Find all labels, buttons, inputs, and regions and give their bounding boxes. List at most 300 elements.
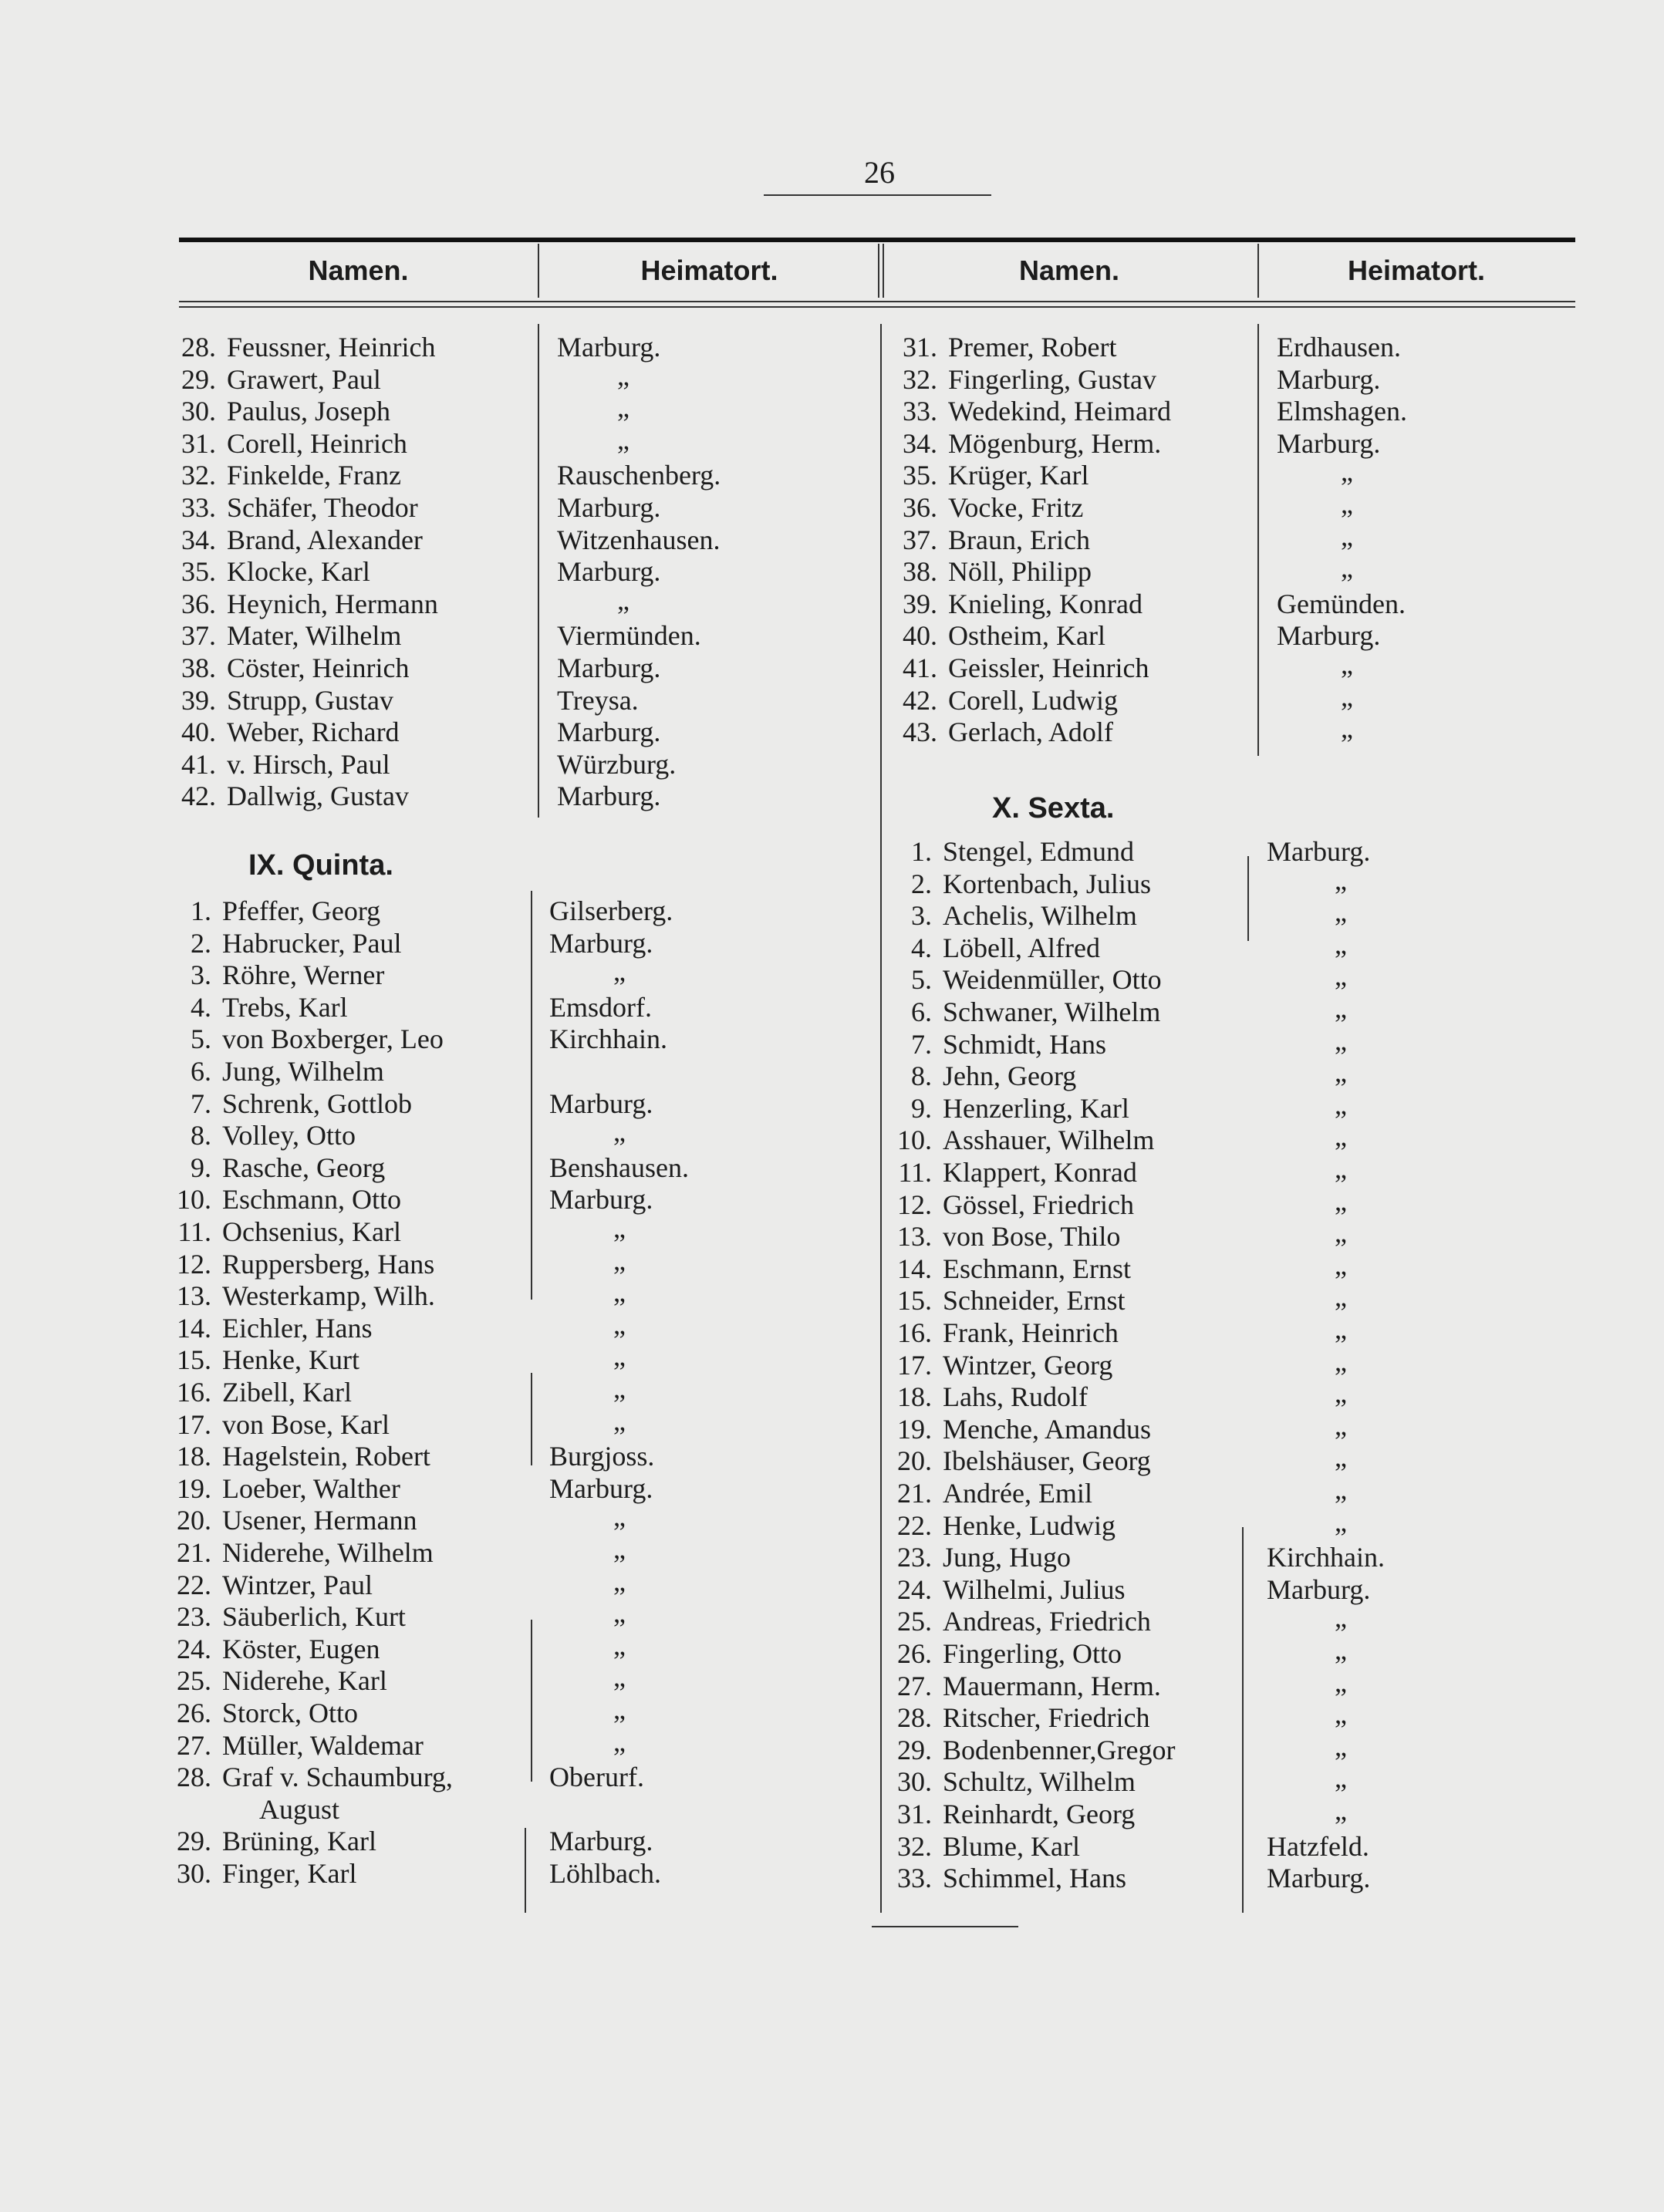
entry-name: Volley, Otto (222, 1120, 356, 1152)
entry-number: 23. (177, 1601, 211, 1633)
entry-name: Graf v. Schaumburg, (222, 1762, 453, 1793)
entry-number: 16. (177, 1377, 211, 1408)
entry-name: Henke, Ludwig (943, 1509, 1116, 1541)
entry-place-ditto: „ (1335, 1474, 1347, 1505)
entry-place: Marburg. (1267, 836, 1371, 867)
entry-number: 29. (177, 1826, 211, 1857)
entry-name: Corell, Heinrich (227, 427, 407, 459)
entry-name: Nöll, Philipp (948, 556, 1092, 588)
entry-name: Klappert, Konrad (943, 1157, 1137, 1188)
entry-name: Krüger, Karl (948, 460, 1089, 491)
entry-place-ditto: „ (1335, 864, 1347, 895)
entry-name: Wedekind, Heimard (948, 396, 1172, 427)
entry-number: 22. (177, 1569, 211, 1600)
entry-number: 32. (903, 363, 937, 395)
entry-place: Treysa. (557, 684, 639, 716)
entry-number: 38. (181, 652, 216, 683)
entry-place: Marburg. (1277, 427, 1381, 459)
entry-number: 15. (177, 1344, 211, 1376)
list-item (895, 1766, 1136, 1798)
entry-number: 21. (897, 1478, 932, 1509)
entry-name: Stengel, Edmund (943, 836, 1134, 867)
entry-number: 10. (177, 1184, 211, 1216)
list-item (895, 1381, 1088, 1413)
entry-place-ditto: „ (613, 1276, 626, 1308)
entry-number: 26. (177, 1698, 211, 1728)
entry-place-ditto: „ (1335, 1762, 1347, 1794)
entry-place-ditto: „ (1335, 1698, 1347, 1730)
list-item (174, 928, 401, 959)
entry-number: 39. (181, 684, 216, 716)
entry-name: Vocke, Fritz (948, 492, 1084, 523)
entry-number: 19. (177, 1472, 211, 1504)
entry-name: Kortenbach, Julius (943, 868, 1151, 899)
entry-place: Erdhausen. (1277, 332, 1401, 362)
entry-place: Würzburg. (557, 748, 677, 780)
list-item (895, 1799, 1135, 1830)
sexta-section-title: X. Sexta. (992, 792, 1115, 824)
entry-place-ditto: „ (1335, 960, 1347, 992)
page-number: 26 (864, 155, 895, 190)
entry-number: 10. (897, 1125, 932, 1156)
entry-place-ditto: „ (1335, 896, 1347, 928)
list-item (900, 717, 1113, 748)
list-item (179, 492, 418, 524)
column-divider (1257, 244, 1259, 298)
entry-name: Paulus, Joseph (227, 396, 391, 427)
entry-place: Rauschenberg. (557, 460, 721, 491)
list-item (900, 428, 1161, 460)
entry-place-ditto: „ (1335, 1634, 1347, 1665)
header-right-names: Namen. (1018, 255, 1120, 286)
list-item (895, 1831, 1080, 1863)
entry-number: 31. (903, 332, 937, 362)
quinta-section-title: IX. Quinta. (248, 849, 393, 882)
list-item (174, 1505, 417, 1536)
entry-place-ditto: „ (617, 584, 629, 615)
list-item (895, 1863, 1126, 1894)
entry-name: Henzerling, Karl (943, 1092, 1129, 1124)
column-divider (1257, 324, 1259, 756)
list-item (895, 1317, 1119, 1349)
entry-name: Wintzer, Paul (222, 1569, 373, 1600)
list-item (179, 428, 407, 460)
list-item (895, 1542, 1071, 1573)
list-item (900, 588, 1143, 620)
entry-number: 19. (897, 1413, 932, 1445)
list-item (174, 1280, 435, 1312)
list-item (900, 685, 1118, 717)
list-item (174, 1634, 380, 1665)
list-item (179, 620, 401, 652)
list-item (895, 1029, 1106, 1060)
list-item (900, 524, 1090, 556)
list-item (895, 1093, 1129, 1125)
entry-number: 36. (903, 492, 937, 523)
entry-number: 30. (177, 1858, 211, 1889)
list-item (900, 652, 1149, 684)
column-divider (538, 244, 539, 298)
entry-place: Benshausen. (549, 1152, 689, 1183)
entry-number: 28. (181, 332, 216, 362)
entry-name: Fingerling, Otto (943, 1638, 1122, 1669)
list-item (900, 556, 1092, 588)
entry-number: 4. (911, 932, 932, 963)
list-item (900, 620, 1105, 652)
entry-name: Fingerling, Gustav (948, 363, 1156, 395)
entry-name: Finkelde, Franz (227, 460, 401, 491)
list-item (174, 1184, 401, 1216)
entry-name: Habrucker, Paul (222, 927, 402, 959)
entry-name: Schmidt, Hans (943, 1028, 1106, 1060)
entry-name: Grawert, Paul (227, 363, 381, 395)
entry-place-ditto: „ (1335, 1217, 1347, 1249)
list-item (895, 1350, 1112, 1381)
entry-place-ditto: „ (1335, 1345, 1347, 1377)
entry-name: Weidenmüller, Otto (943, 964, 1162, 996)
entry-number: 7. (911, 1028, 932, 1060)
entry-number: 13. (177, 1280, 211, 1312)
entry-number: 31. (897, 1799, 932, 1829)
column-divider (538, 324, 539, 818)
entry-name: Premer, Robert (948, 332, 1117, 362)
entry-name: Mauermann, Herm. (943, 1670, 1161, 1701)
entry-number: 31. (181, 427, 216, 459)
entry-name: Schwaner, Wilhelm (943, 996, 1161, 1027)
entry-number: 8. (911, 1060, 932, 1092)
entry-number: 37. (903, 524, 937, 555)
entry-name: von Bose, Thilo (943, 1221, 1121, 1253)
list-item (174, 1570, 373, 1601)
entry-number: 18. (177, 1441, 211, 1472)
entry-name: Niderehe, Wilhelm (222, 1537, 434, 1568)
list-item (895, 1125, 1154, 1156)
list-item (174, 1698, 358, 1729)
entry-place: Elmshagen. (1277, 396, 1407, 427)
list-item (179, 652, 410, 684)
list-item (174, 1344, 359, 1376)
entry-place-ditto: „ (1335, 1506, 1347, 1537)
entry-name: Bodenbenner,Gregor (943, 1734, 1176, 1765)
entry-place-ditto: „ (1335, 1057, 1347, 1088)
entry-number: 4. (191, 991, 211, 1023)
entry-name: Trebs, Karl (222, 991, 348, 1023)
entry-place: Oberurf. (549, 1762, 644, 1793)
entry-place: Marburg. (549, 927, 653, 959)
entry-number: 15. (897, 1285, 932, 1317)
list-item (895, 1445, 1151, 1477)
entry-place-ditto: „ (1341, 520, 1353, 551)
list-item (179, 781, 409, 812)
column-divider (883, 244, 884, 298)
list-item (895, 1221, 1120, 1253)
entry-name: Dallwig, Gustav (227, 781, 409, 812)
entry-place: Gilserberg. (549, 895, 673, 926)
entry-number: 35. (903, 460, 937, 491)
entry-name: Andrée, Emil (943, 1478, 1092, 1509)
entry-number: 32. (181, 460, 216, 491)
entry-number: 6. (191, 1056, 211, 1087)
entry-place-ditto: „ (613, 1501, 626, 1533)
list-item (895, 1285, 1126, 1317)
entry-place-ditto: „ (1335, 1121, 1347, 1152)
entry-number: 11. (177, 1216, 211, 1247)
entry-number: 29. (897, 1734, 932, 1765)
list-item (179, 524, 423, 556)
entry-number: 40. (181, 717, 216, 748)
entry-place: Viermünden. (557, 620, 701, 652)
entry-number: 41. (903, 652, 937, 683)
list-item (174, 1409, 390, 1441)
list-item (895, 1253, 1131, 1285)
entry-place: Marburg. (1267, 1863, 1371, 1894)
list-item (895, 1060, 1076, 1092)
list-item (174, 1601, 406, 1633)
list-item (895, 1478, 1092, 1509)
entry-name: von Bose, Karl (222, 1408, 390, 1440)
entry-place-ditto: „ (1335, 1313, 1347, 1344)
entry-name: Zibell, Karl (222, 1377, 352, 1408)
entry-name: Ochsenius, Karl (222, 1216, 401, 1247)
list-item (174, 1441, 430, 1472)
entry-number: 5. (191, 1023, 211, 1055)
entry-name: Löbell, Alfred (943, 932, 1100, 963)
list-item (174, 992, 348, 1023)
entry-place: Gemünden. (1277, 588, 1406, 619)
entry-name: Achelis, Wilhelm (943, 900, 1137, 932)
entry-place-ditto: „ (1341, 552, 1353, 584)
entry-place: Löhlbach. (549, 1858, 661, 1889)
list-item (895, 836, 1134, 868)
entry-name: Finger, Karl (222, 1858, 357, 1889)
entry-name: Hagelstein, Robert (222, 1441, 430, 1472)
entry-name: Klocke, Karl (227, 556, 370, 588)
entry-number: 32. (897, 1830, 932, 1862)
column-divider (1247, 856, 1249, 941)
entry-place: Kirchhain. (549, 1023, 667, 1055)
entry-number: 28. (177, 1762, 211, 1793)
entry-name: Niderehe, Karl (222, 1665, 387, 1697)
entry-number: 39. (903, 588, 937, 619)
entry-number: 38. (903, 556, 937, 588)
entry-place-ditto: „ (1335, 1249, 1347, 1280)
entry-place-ditto: „ (1335, 928, 1347, 959)
entry-number: 12. (177, 1248, 211, 1280)
entry-place: Marburg. (557, 781, 661, 812)
entry-number: 2. (191, 927, 211, 959)
entry-name: Gerlach, Adolf (948, 717, 1113, 748)
entry-place-ditto: „ (1335, 1730, 1347, 1762)
entry-name: v. Hirsch, Paul (227, 748, 390, 780)
entry-place: Marburg. (549, 1472, 653, 1504)
list-item (900, 460, 1089, 491)
list-item (895, 1735, 1175, 1766)
entry-number: 20. (177, 1505, 211, 1536)
entry-number: 1. (911, 836, 932, 867)
entry-place-ditto: „ (1341, 649, 1353, 679)
list-item (174, 1023, 444, 1055)
entry-name: Mater, Wilhelm (227, 620, 402, 652)
list-item (174, 1826, 376, 1857)
entry-place-ditto: „ (613, 1373, 626, 1404)
entry-place-ditto: „ (1341, 713, 1353, 744)
list-item (179, 717, 400, 748)
entry-number: 24. (177, 1633, 211, 1664)
entry-number: 25. (177, 1665, 211, 1697)
entry-place-ditto: „ (613, 1629, 626, 1661)
entry-number: 34. (903, 427, 937, 459)
entry-number: 1. (191, 895, 211, 926)
page-number-rule (764, 194, 991, 196)
entry-name: Corell, Ludwig (948, 684, 1118, 716)
list-item (895, 932, 1100, 964)
entry-place: Kirchhain. (1267, 1542, 1385, 1573)
entry-name: Andreas, Friedrich (943, 1606, 1151, 1637)
entry-place-ditto: „ (1335, 1666, 1347, 1698)
table-top-rule (179, 238, 1575, 242)
entry-place-ditto: „ (1335, 1377, 1347, 1409)
list-item (174, 1665, 387, 1697)
entry-number: 17. (897, 1349, 932, 1381)
entry-place: Marburg. (1277, 620, 1381, 652)
entry-name: Jung, Wilhelm (222, 1056, 384, 1087)
entry-number: 12. (897, 1189, 932, 1220)
entry-name: Pfeffer, Georg (222, 895, 381, 926)
entry-number: 21. (177, 1537, 211, 1568)
column-divider (1242, 1527, 1244, 1913)
entry-number: 7. (191, 1087, 211, 1119)
entry-place-ditto: „ (617, 423, 629, 455)
entry-name: Ruppersberg, Hans (222, 1248, 435, 1280)
entry-number: 3. (191, 959, 211, 991)
list-item (900, 364, 1156, 396)
list-item (174, 1537, 434, 1569)
entry-number: 9. (191, 1152, 211, 1183)
list-item (895, 1638, 1122, 1670)
end-rule (872, 1926, 1018, 1927)
column-divider (878, 244, 879, 298)
entry-name: Geissler, Heinrich (948, 652, 1149, 683)
entry-name: Cöster, Heinrich (227, 652, 410, 683)
entry-place-ditto: „ (1335, 1409, 1347, 1441)
entry-place-ditto: „ (613, 1116, 626, 1148)
entry-name: Westerkamp, Wilh. (222, 1280, 435, 1312)
list-item (174, 959, 384, 991)
list-item (895, 1606, 1151, 1637)
entry-place: Marburg. (557, 332, 661, 362)
list-item (895, 1414, 1151, 1445)
entry-name: Wilhelmi, Julius (943, 1573, 1126, 1605)
entry-number: 26. (897, 1638, 932, 1669)
entry-number: 22. (897, 1509, 932, 1541)
list-item (895, 964, 1162, 996)
entry-place-ditto: „ (1335, 1442, 1347, 1473)
entry-place-ditto: „ (1335, 1153, 1347, 1184)
column-divider (531, 1620, 532, 1782)
list-item (895, 996, 1160, 1028)
list-item (174, 1088, 412, 1120)
entry-name: Blume, Karl (943, 1830, 1080, 1862)
entry-number: 33. (897, 1863, 932, 1894)
entry-name: Weber, Richard (227, 717, 400, 748)
entry-name: Säuberlich, Kurt (222, 1601, 406, 1633)
entry-name: Mögenburg, Herm. (948, 427, 1162, 459)
entry-name: Asshauer, Wilhelm (943, 1125, 1155, 1156)
entry-number: 30. (897, 1766, 932, 1798)
list-item (895, 1574, 1126, 1606)
entry-number: 14. (897, 1253, 932, 1284)
list-item (895, 1157, 1137, 1189)
entry-name: Köster, Eugen (222, 1633, 380, 1664)
list-item (174, 895, 380, 927)
entry-name: Frank, Heinrich (943, 1317, 1119, 1348)
entry-name: Knieling, Konrad (948, 588, 1143, 619)
list-item (174, 1056, 384, 1087)
entry-place-ditto: „ (617, 359, 629, 391)
entry-number: 16. (897, 1317, 932, 1348)
list-item (174, 1377, 352, 1408)
entry-number: 2. (911, 868, 932, 899)
entry-name: Eschmann, Ernst (943, 1253, 1131, 1284)
list-item (174, 1152, 385, 1184)
entry-number: 13. (897, 1221, 932, 1253)
entry-number: 27. (897, 1670, 932, 1701)
list-item (179, 588, 438, 620)
entry-name: Eichler, Hans (222, 1312, 373, 1344)
entry-number: 11. (898, 1157, 932, 1188)
entry-name: Gössel, Friedrich (943, 1189, 1134, 1220)
entry-name: Wintzer, Georg (943, 1349, 1113, 1381)
entry-place-ditto: „ (613, 1533, 626, 1564)
entry-number: 30. (181, 396, 216, 427)
entry-name: Ibelshäuser, Georg (943, 1445, 1151, 1477)
entry-name: Loeber, Walther (222, 1472, 400, 1504)
header-bottom-rule (179, 301, 1575, 308)
list-item (174, 1762, 453, 1793)
entry-name: Rasche, Georg (222, 1152, 386, 1183)
entry-number: 18. (897, 1381, 932, 1413)
entry-place: Marburg. (557, 492, 661, 523)
entry-name: Schimmel, Hans (943, 1863, 1126, 1894)
entry-place-ditto: „ (1335, 1088, 1347, 1120)
entry-place: Marburg. (1267, 1573, 1371, 1605)
entry-name: Brand, Alexander (227, 524, 423, 555)
entry-place-ditto: „ (613, 1340, 626, 1372)
entry-place-ditto: „ (613, 956, 626, 987)
entry-place-ditto: „ (1341, 456, 1353, 487)
entry-place-ditto: „ (1335, 1602, 1347, 1634)
entry-place: Burgjoss. (549, 1441, 655, 1472)
entry-number: 37. (181, 620, 216, 652)
entry-number: 17. (177, 1408, 211, 1440)
entry-place-ditto: „ (613, 1244, 626, 1276)
entry-name: Storck, Otto (222, 1698, 358, 1728)
list-item (900, 332, 1117, 363)
entry-number: 29. (181, 363, 216, 395)
entry-name: Schrenk, Gottlob (222, 1087, 412, 1119)
entry-place: Marburg. (557, 652, 661, 683)
entry-place: Marburg. (557, 717, 661, 748)
entry-place: Marburg. (549, 1087, 653, 1119)
list-item (179, 460, 401, 491)
entry-number: 33. (903, 396, 937, 427)
entry-name: Schäfer, Theodor (227, 492, 418, 523)
entry-place-ditto: „ (1335, 1795, 1347, 1826)
entry-place: Marburg. (1277, 363, 1381, 395)
entry-place-ditto: „ (1335, 1281, 1347, 1313)
entry-place: Marburg. (549, 1826, 653, 1857)
column-divider (525, 1828, 526, 1913)
